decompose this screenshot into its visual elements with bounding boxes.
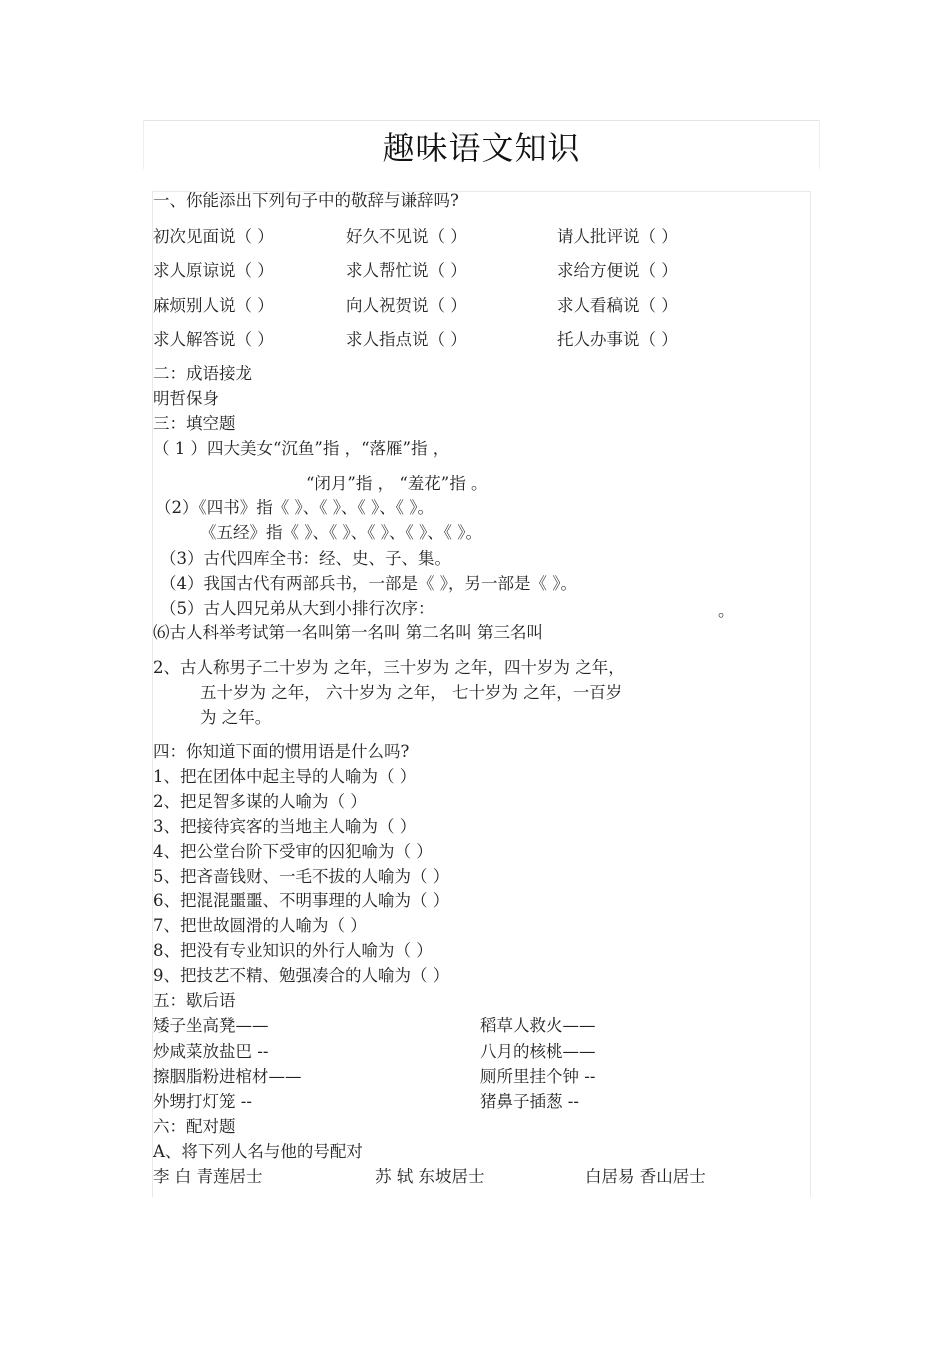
xiehouyu-item: 矮子坐高凳——	[153, 1016, 269, 1035]
section-3-heading: 三：填空题	[153, 414, 236, 433]
xiehouyu-item: 稻草人救火——	[480, 1016, 596, 1035]
fill-line: ⑹古人科举考试第一名叫第一名叫 第二名叫 第三名叫	[153, 623, 543, 642]
page-title: 趣味语文知识	[382, 129, 581, 167]
fill-line: （ 1 ）四大美女“沉鱼”指 ，“落雁”指 ，	[153, 439, 450, 458]
list-item: 6、把混混噩噩、不明事理的人喻为（ ）	[153, 891, 450, 910]
fill-line: （3）古代四库全书：经、史、子、集。	[160, 549, 451, 568]
s1-cell: 初次见面说（ ）	[153, 227, 274, 246]
fill-line: 《五经》指《 》、《 》、《 》、《 》、《 》。	[200, 523, 482, 542]
section-1-heading: 一、你能添出下列句子中的敬辞与谦辞吗?	[153, 191, 459, 210]
xiehouyu-item: 外甥打灯笼 --	[153, 1092, 252, 1111]
fill-line: 为 之年。	[200, 708, 272, 727]
list-item: 3、把接待宾客的当地主人喻为（ ）	[153, 817, 417, 836]
fill-line-end: 。	[718, 601, 735, 620]
s1-cell: 麻烦别人说（ ）	[153, 296, 274, 315]
s1-cell: 求人解答说（ ）	[153, 330, 274, 349]
pair-item: 李 白 青莲居士	[153, 1167, 263, 1186]
section-4-heading: 四：你知道下面的惯用语是什么吗?	[153, 742, 410, 761]
list-item: 1、把在团体中起主导的人喻为（ ）	[153, 767, 417, 786]
section-5-heading: 五：歇后语	[153, 991, 236, 1010]
s1-cell: 向人祝贺说（ ）	[346, 296, 467, 315]
section-2-heading: 二：成语接龙	[153, 364, 252, 383]
s1-cell: 求人看稿说（ ）	[557, 296, 678, 315]
list-item: 2、把足智多谋的人喻为（ ）	[153, 792, 367, 811]
list-item: 5、把吝啬钱财、一毛不拔的人喻为（ ）	[153, 867, 450, 886]
s1-cell: 托人办事说（ ）	[557, 330, 678, 349]
xiehouyu-item: 八月的核桃——	[480, 1042, 596, 1061]
section-6-subheading: A、将下列人名与他的号配对	[153, 1142, 363, 1161]
s1-cell: 求给方便说（ ）	[557, 261, 678, 280]
xiehouyu-item: 猪鼻子插葱 --	[480, 1092, 579, 1111]
title-box	[143, 120, 820, 169]
idiom-start: 明哲保身	[153, 389, 219, 408]
pair-item: 苏 轼 东坡居士	[375, 1167, 485, 1186]
fill-line: （4）我国古代有两部兵书，一部是《 》，另一部是《 》。	[160, 574, 577, 593]
section-6-heading: 六：配对题	[153, 1117, 236, 1136]
fill-line: 五十岁为 之年， 六十岁为 之年， 七十岁为 之年，一百岁	[200, 683, 623, 702]
fill-line: （2）《四书》指《 》、《 》、《 》、《 》。	[155, 498, 434, 517]
s1-cell: 请人批评说（ ）	[557, 227, 678, 246]
fill-line: （5）古人四兄弟从大到小排行次序：	[160, 599, 435, 618]
s1-cell: 求人指点说（ ）	[346, 330, 467, 349]
pair-item: 白居易 香山居士	[585, 1167, 706, 1186]
list-item: 4、把公堂台阶下受审的囚犯喻为（ ）	[153, 842, 433, 861]
xiehouyu-item: 厕所里挂个钟 --	[480, 1067, 596, 1086]
fill-line: “闭月”指 ， “羞花”指 。	[306, 474, 488, 493]
xiehouyu-item: 炒咸菜放盐巴 --	[153, 1042, 269, 1061]
list-item: 9、把技艺不精、勉强凑合的人喻为（ ）	[153, 966, 450, 985]
list-item: 7、把世故圆滑的人喻为（ ）	[153, 916, 367, 935]
fill-line: 2、古人称男子二十岁为 之年，三十岁为 之年，四十岁为 之年，	[153, 658, 625, 677]
s1-cell: 求人原谅说（ ）	[153, 261, 274, 280]
xiehouyu-item: 擦胭脂粉进棺材——	[153, 1067, 302, 1086]
list-item: 8、把没有专业知识的外行人喻为（ ）	[153, 941, 433, 960]
s1-cell: 好久不见说（ ）	[346, 227, 467, 246]
s1-cell: 求人帮忙说（ ）	[346, 261, 467, 280]
